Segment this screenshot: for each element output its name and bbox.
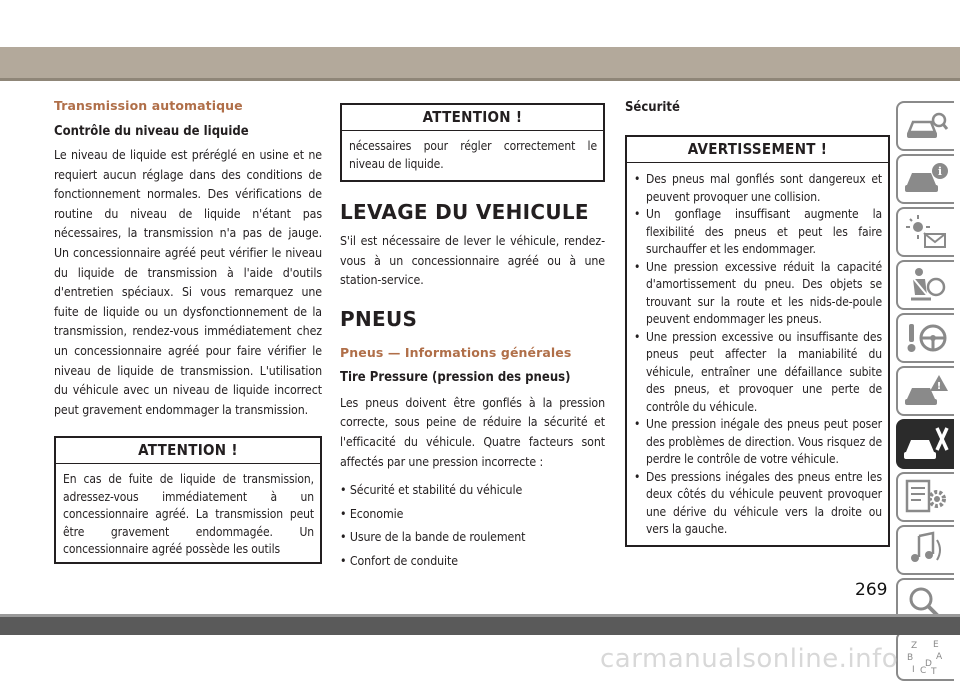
warning-item: • Une pression inégale des pneus peut poser des problèmes de direction. Vous risquez de perdre le contrôle de votre véhicule.	[634, 416, 882, 469]
svg-text:I: I	[912, 665, 915, 675]
tab-multimedia[interactable]	[896, 525, 954, 575]
caution-box-continued	[340, 103, 605, 182]
column-left	[54, 98, 322, 564]
header-band	[0, 47, 960, 78]
svg-text:!: !	[936, 381, 942, 392]
caution-text: En cas de fuite de liquide de transmission, adressez-vous immédiatement à un concessionnaire agréé. La transmission peut être gravement endommagée. Un concessionnaire agréé possède les outils	[63, 472, 314, 557]
tab-warning-lights[interactable]	[896, 207, 954, 257]
tab-emergency[interactable]	[896, 366, 954, 416]
warning-item: • Des pneus mal gonflés sont dangereux et peuvent provoquer une collision.	[634, 171, 882, 206]
column-middle	[340, 103, 605, 576]
chapter-tabs	[896, 101, 960, 684]
svg-text:D: D	[925, 659, 932, 669]
warning-list	[634, 171, 882, 539]
warning-item: • Des pressions inégales des pneus entre les deux côtés du véhicule peuvent provoquer une dérive du véhicule vers la droite ou vers la gauche.	[634, 469, 882, 539]
header-rule	[0, 78, 960, 81]
warning-item: • Un gonflage insuffisant augmente la flexibilité des pneus et peut les faire surchauffer et les endommager.	[634, 206, 882, 259]
tab-car-info[interactable]	[896, 154, 954, 204]
specifications-gear-icon	[903, 477, 949, 517]
caution-title: ATTENTION !	[56, 438, 320, 464]
list-item: • Sécurité et stabilité du véhicule	[340, 483, 523, 498]
subheading-fluid-level: Contrôle du niveau de liquide	[54, 124, 249, 139]
list-item: • Usure de la bande de roulement	[340, 530, 526, 545]
multimedia-music-icon	[903, 530, 949, 570]
tires-category-heading: Pneus — Informations générales	[340, 344, 572, 360]
tab-alphabetical-index[interactable]	[896, 631, 954, 681]
caution-text: nécessaires pour régler correctement le niveau de liquide.	[349, 139, 597, 171]
seat-belt-airbag-icon	[903, 265, 949, 305]
warning-box	[625, 135, 890, 547]
subheading-safety: Sécurité	[625, 100, 680, 115]
svg-text:i: i	[937, 165, 943, 178]
list-item: • Economie	[340, 506, 404, 521]
tab-car-search[interactable]	[896, 101, 954, 151]
svg-text:A: A	[936, 652, 943, 662]
tab-starting-operating[interactable]	[896, 313, 954, 363]
svg-text:C: C	[920, 666, 927, 676]
list-item: • Confort de conduite	[340, 553, 458, 568]
warning-lights-message-icon	[903, 212, 949, 252]
heading-tires: PNEUS	[340, 306, 418, 331]
car-info-icon	[903, 159, 949, 199]
subheading-tire-pressure: Tire Pressure (pression des pneus)	[340, 369, 571, 385]
paragraph-lift: S'il est nécessaire de lever le véhicule, rendez-vous à un concessionnaire agréé ou à une station-service.	[340, 234, 605, 288]
warning-title: AVERTISSEMENT !	[627, 137, 888, 163]
caution-title: ATTENTION !	[342, 103, 603, 131]
svg-text:Z: Z	[911, 641, 918, 651]
car-hazard-icon	[903, 371, 949, 411]
svg-text:B: B	[907, 653, 914, 663]
tab-specifications[interactable]	[896, 472, 954, 522]
svg-text:E: E	[933, 640, 939, 650]
warning-item: • Une pression excessive réduit la capacité d'amortissement du pneu. Des objets se trouvant sur la route et les nids-de-poule peuvent endommager les pneus.	[634, 259, 882, 329]
warning-item: • Une pression excessive ou insuffisante des pneus peut affecter la maniabilité du véhicule, entraîner une défaillance subite des pneus, et provoquer une perte de contrôle du véhicule.	[634, 329, 882, 417]
heading-vehicle-lift: LEVAGE DU VEHICULE	[340, 200, 589, 224]
watermark: carmanualsonline.info	[600, 644, 899, 674]
warning-list-wrap	[627, 163, 888, 545]
car-maintenance-wrench-icon	[903, 424, 949, 464]
column-right	[625, 100, 890, 547]
tab-safety[interactable]	[896, 260, 954, 310]
paragraph-fluid-level: Le niveau de liquide est préréglé en usine et ne requiert aucun réglage dans des conditions de fonctionnement normales. Des vérifications de routine du niveau de liquide n'étant pas nécessaires, la transmission n'a pas de jauge. Un concessionnaire agréé peut vérifier le niveau du liquide de transmission à l'aide d'outils d'entretien spéciaux. Si vous remarquez une fuite de liquide ou un dysfonctionnement de la transmission, rendez-vous immédiatement chez un concessionnaire agréé pour faire vérifier le niveau de liquide de transmission. L'utilisation du véhicule avec un niveau de liquide incorrect peut gravement endommager la transmission.	[54, 148, 322, 417]
footer-band	[0, 614, 960, 635]
alphabet-index-icon	[903, 636, 949, 676]
car-search-icon	[903, 106, 949, 146]
caution-box	[54, 436, 322, 564]
svg-text:T: T	[931, 667, 937, 676]
tab-servicing-maintenance[interactable]	[896, 419, 954, 469]
category-heading: Transmission automatique	[54, 98, 243, 113]
paragraph-tire-pressure: Les pneus doivent être gonflés à la pression correcte, sous peine de réduire la sécurité et l'efficacité du véhicule. Quatre facteurs sont affectés par une pression incorrecte :	[340, 395, 605, 469]
page-number: 269	[855, 580, 888, 600]
steering-wheel-icon	[903, 318, 949, 358]
